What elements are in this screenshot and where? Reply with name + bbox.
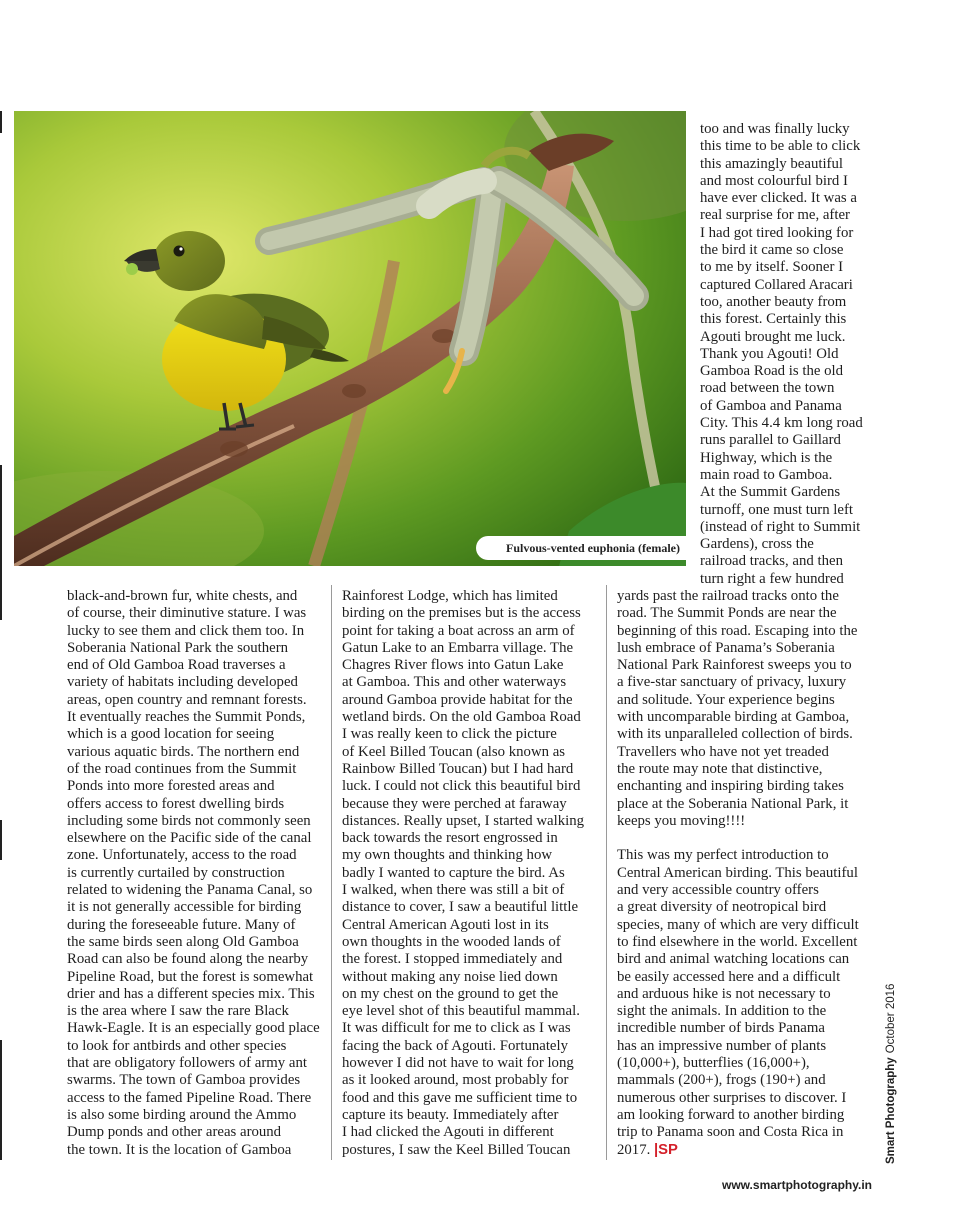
text-line: species, many of which are very difficult bbox=[617, 916, 859, 933]
text-line: place at the Soberania National Park, it bbox=[617, 795, 849, 812]
bird-photo bbox=[14, 111, 686, 566]
text-line: At the Summit Gardens bbox=[700, 484, 841, 501]
magazine-sidebar-label bbox=[885, 984, 897, 1164]
text-line: black-and-brown fur, white chests, and bbox=[67, 588, 298, 604]
text-line: Rainforest Lodge, which has limited bbox=[342, 588, 558, 604]
text-line: wetland birds. On the old Gamboa Road bbox=[342, 709, 581, 726]
paragraph-gap bbox=[617, 830, 879, 847]
end-mark: |SP bbox=[654, 1141, 678, 1158]
text-line: Hawk-Eagle. It is an especially good place bbox=[67, 1020, 320, 1037]
article-column-top-right bbox=[700, 121, 875, 588]
text-line: and solitude. Your experience begins bbox=[617, 691, 835, 708]
text-line: I had got tired looking for bbox=[700, 224, 854, 241]
text-line: because they were perched at faraway bbox=[342, 795, 567, 812]
text-line: offers access to forest dwelling birds bbox=[67, 795, 285, 812]
text-line: Gamboa Road is the old bbox=[700, 363, 844, 380]
text-line: (instead of right to Summit bbox=[700, 518, 861, 535]
text-line: this forest. Certainly this bbox=[700, 311, 847, 328]
text-line: elsewhere on the Pacific side of the canal bbox=[67, 830, 312, 847]
text-line: Gatun Lake to an Embarra village. The bbox=[342, 639, 574, 656]
text-line: however I did not have to wait for long bbox=[342, 1055, 574, 1072]
text-line: real surprise for me, after bbox=[700, 207, 850, 224]
text-line: access to the famed Pipeline Road. There bbox=[67, 1089, 312, 1106]
text-line: have ever clicked. It was a bbox=[700, 190, 857, 207]
magazine-name: Smart Photography bbox=[885, 1057, 897, 1164]
text-line: turn right a few hundred bbox=[700, 570, 844, 587]
final-text: 2017. bbox=[617, 1141, 654, 1158]
article-column-3-paragraph-1 bbox=[617, 588, 879, 830]
text-line: to look for antbirds and other species bbox=[67, 1037, 287, 1054]
article-column-1 bbox=[67, 588, 329, 1159]
text-line: of Keel Billed Toucan (also known as bbox=[342, 743, 566, 760]
text-line: a great diversity of neotropical bird bbox=[617, 899, 827, 916]
text-line: mammals (200+), frogs (190+) and bbox=[617, 1072, 826, 1089]
text-line: be easily accessed here and a difficult bbox=[617, 968, 841, 985]
text-line: turnoff, one must turn left bbox=[700, 501, 854, 518]
text-line: incredible number of birds Panama bbox=[617, 1020, 825, 1037]
magazine-url: www.smartphotography.in bbox=[722, 1178, 873, 1192]
text-line: sight the animals. In addition to the bbox=[617, 1003, 827, 1020]
text-line: as it looked around, most probably for bbox=[342, 1072, 569, 1089]
text-line: point for taking a boat across an arm of bbox=[342, 622, 575, 639]
text-line: without making any noise lied down bbox=[342, 968, 558, 985]
text-line: my own thoughts and thinking how bbox=[342, 847, 553, 864]
text-line: own thoughts in the wooded lands of bbox=[342, 933, 561, 950]
text-line: Agouti brought me luck. bbox=[700, 328, 846, 345]
column-divider bbox=[331, 585, 332, 1160]
text-line: this amazingly beautiful bbox=[700, 155, 843, 172]
text-line: a five-star sanctuary of privacy, luxury bbox=[617, 674, 847, 691]
text-line: Road can also be found along the nearby bbox=[67, 951, 309, 968]
text-line: This was my perfect introduction to bbox=[617, 847, 829, 864]
text-line: of Gamboa and Panama bbox=[700, 397, 842, 414]
text-line: at Gamboa. This and other waterways bbox=[342, 674, 567, 691]
text-line: badly I wanted to capture the bird. As bbox=[342, 864, 565, 881]
text-line: trip to Panama soon and Costa Rica in bbox=[617, 1124, 844, 1141]
text-line: Central American Agouti lost in its bbox=[342, 916, 549, 933]
text-line: of course, their diminutive stature. I was bbox=[67, 605, 307, 622]
text-line: the bird it came so close bbox=[700, 242, 844, 259]
text-line: Pipeline Road, but the forest is somewhat bbox=[67, 968, 314, 985]
text-line: various aquatic birds. The northern end bbox=[67, 743, 300, 760]
page-edge-mark bbox=[0, 820, 2, 860]
text-line: City. This 4.4 km long road bbox=[700, 415, 863, 432]
text-line: am looking forward to another birding bbox=[617, 1106, 845, 1123]
text-line: birding on the premises but is the access bbox=[342, 605, 581, 622]
magazine-issue: October 2016 bbox=[885, 983, 897, 1054]
text-line: drier and has a different species mix. This bbox=[67, 985, 315, 1002]
text-line: with its unparalleled collection of birds. bbox=[617, 726, 853, 743]
text-line: around Gamboa provide habitat for the bbox=[342, 691, 573, 708]
text-line: swarms. The town of Gamboa provides bbox=[67, 1072, 301, 1089]
text-line: including some birds not commonly seen bbox=[67, 812, 311, 829]
text-line: the route may note that distinctive, bbox=[617, 760, 823, 777]
text-line: yards past the railroad tracks onto the bbox=[617, 588, 839, 604]
text-line: enchanting and inspiring birding takes bbox=[617, 778, 844, 795]
text-line: too, another beauty from bbox=[700, 293, 847, 310]
text-line: zone. Unfortunately, access to the road bbox=[67, 847, 297, 864]
text-line: Soberania National Park the southern bbox=[67, 639, 289, 656]
text-line: Chagres River flows into Gatun Lake bbox=[342, 657, 564, 674]
text-line: back towards the resort engrossed in bbox=[342, 830, 558, 847]
text-line: I was really keen to click the picture bbox=[342, 726, 557, 743]
text-line: Travellers who have not yet treaded bbox=[617, 743, 829, 760]
text-line: distances. Really upset, I started walking bbox=[342, 812, 585, 829]
text-line: and arduous hike is not necessary to bbox=[617, 985, 831, 1002]
text-line: food and this gave me sufficient time to bbox=[342, 1089, 578, 1106]
text-line: is currently curtailed by construction bbox=[67, 864, 285, 881]
text-line: of the road continues from the Summit bbox=[67, 760, 297, 777]
text-line: Ponds into more forested areas and bbox=[67, 778, 275, 795]
text-line: bird and animal watching locations can bbox=[617, 951, 850, 968]
euphonia-on-branch-illustration bbox=[14, 111, 686, 566]
text-line: postures, I saw the Keel Billed Toucan bbox=[342, 1141, 571, 1158]
text-line: too and was finally lucky bbox=[700, 121, 850, 137]
text-line: to me by itself. Sooner I bbox=[700, 259, 844, 276]
text-line: with uncomparable birding at Gamboa, bbox=[617, 709, 850, 726]
text-line: I had clicked the Agouti in different bbox=[342, 1124, 554, 1141]
text-line: and very accessible country offers bbox=[617, 882, 819, 899]
text-line: road between the town bbox=[700, 380, 835, 397]
text-line: which is a good location for seeing bbox=[67, 726, 275, 743]
article-final-line bbox=[617, 1142, 879, 1159]
page-edge-mark bbox=[0, 111, 2, 133]
article-column-3 bbox=[617, 588, 879, 1159]
text-line: beginning of this road. Escaping into the bbox=[617, 622, 858, 639]
article-column-2 bbox=[342, 588, 604, 1159]
text-line: National Park Rainforest sweeps you to bbox=[617, 657, 852, 674]
text-line: capture its beauty. Immediately after bbox=[342, 1106, 559, 1123]
text-line: Highway, which is the bbox=[700, 449, 833, 466]
text-line: it is not generally accessible for birding bbox=[67, 899, 302, 916]
text-line: eye level shot of this beautiful mammal. bbox=[342, 1003, 580, 1020]
text-line: captured Collared Aracari bbox=[700, 276, 853, 293]
text-line: variety of habitats including developed bbox=[67, 674, 298, 691]
text-line: Gardens), cross the bbox=[700, 536, 814, 553]
text-line: Central American birding. This beautiful bbox=[617, 864, 858, 881]
text-line: (10,000+), butterflies (16,000+), bbox=[617, 1055, 810, 1072]
text-line: numerous other surprises to discover. I bbox=[617, 1089, 847, 1106]
text-line: has an impressive number of plants bbox=[617, 1037, 827, 1054]
text-line: road. The Summit Ponds are near the bbox=[617, 605, 837, 622]
text-line: railroad tracks, and then bbox=[700, 553, 843, 570]
text-line: runs parallel to Gaillard bbox=[700, 432, 841, 449]
text-line: main road to Gamboa. bbox=[700, 466, 833, 483]
text-line: is the area where I saw the rare Black bbox=[67, 1003, 289, 1020]
text-line: It eventually reaches the Summit Ponds, bbox=[67, 709, 306, 726]
text-line: Rainbow Billed Toucan) but I had hard bbox=[342, 760, 574, 777]
text-line: during the foreseeable future. Many of bbox=[67, 916, 296, 933]
text-line: on my chest on the ground to get the bbox=[342, 985, 559, 1002]
text-line: areas, open country and remnant forests. bbox=[67, 691, 307, 708]
text-line: lucky to see them and click them too. In bbox=[67, 622, 305, 639]
text-line: related to widening the Panama Canal, so bbox=[67, 882, 313, 899]
text-line: facing the back of Agouti. Fortunately bbox=[342, 1037, 569, 1054]
text-line: the forest. I stopped immediately and bbox=[342, 951, 563, 968]
text-line: Dump ponds and other areas around bbox=[67, 1124, 282, 1141]
page-edge-mark bbox=[0, 1040, 2, 1160]
text-line: the same birds seen along Old Gamboa bbox=[67, 933, 299, 950]
text-line: to find elsewhere in the world. Excellent bbox=[617, 933, 858, 950]
photo-caption: Fulvous-vented euphonia (female) bbox=[476, 536, 686, 560]
text-line: Thank you Agouti! Old bbox=[700, 345, 839, 362]
text-line: end of Old Gamboa Road traverses a bbox=[67, 657, 286, 674]
column-divider bbox=[606, 585, 607, 1160]
text-line: It was difficult for me to click as I was bbox=[342, 1020, 571, 1037]
page-edge-mark bbox=[0, 465, 2, 620]
text-line: keeps you moving!!!! bbox=[617, 812, 746, 829]
text-line: is also some birding around the Ammo bbox=[67, 1106, 297, 1123]
text-line: I walked, when there was still a bit of bbox=[342, 882, 565, 899]
text-line: and most colourful bird I bbox=[700, 172, 848, 189]
text-line: luck. I could not click this beautiful bird bbox=[342, 778, 581, 795]
text-line: distance to cover, I saw a beautiful little bbox=[342, 899, 579, 916]
text-line: the town. It is the location of Gamboa bbox=[67, 1141, 292, 1158]
text-line: this time to be able to click bbox=[700, 138, 861, 155]
text-line: that are obligatory followers of army ant bbox=[67, 1055, 307, 1072]
text-line: lush embrace of Panama’s Soberania bbox=[617, 639, 835, 656]
article-column-3-paragraph-2 bbox=[617, 847, 879, 1141]
